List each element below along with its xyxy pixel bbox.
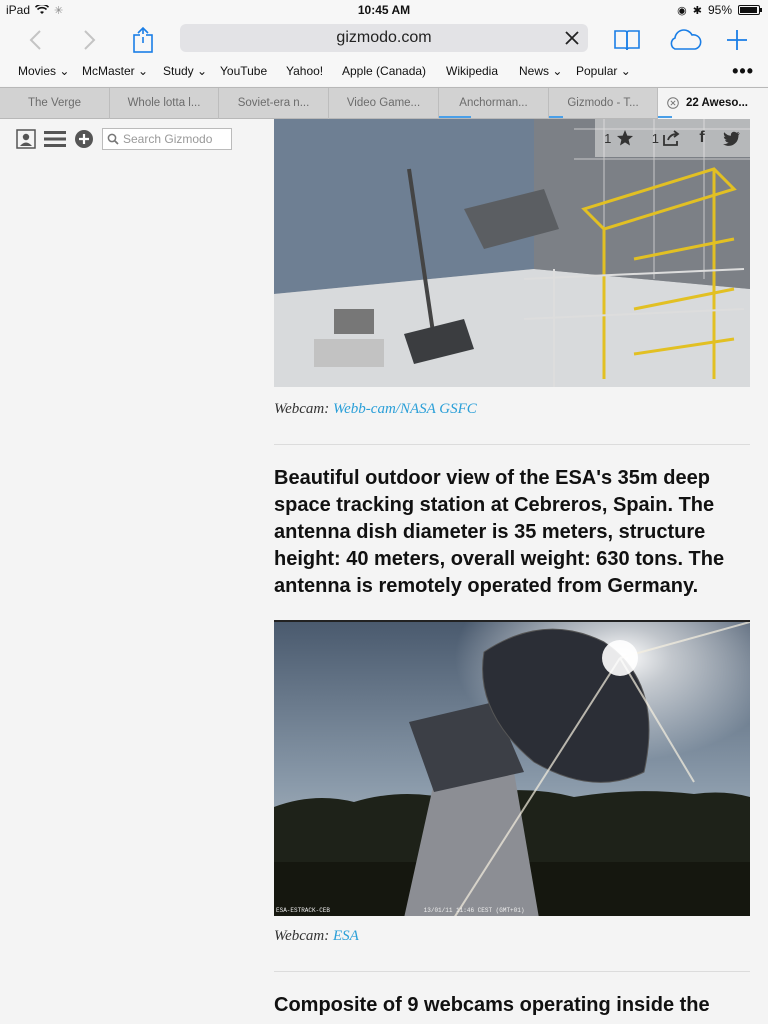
browser-toolbar xyxy=(0,20,768,60)
tab-anchorman[interactable] xyxy=(439,88,549,119)
activity-spinner-icon: ✳ xyxy=(54,4,64,17)
orientation-lock-icon: ◉ xyxy=(677,4,687,17)
chevron-down-icon: ⌄ xyxy=(197,64,208,78)
chevron-down-icon: ⌄ xyxy=(138,64,149,78)
menu-icon[interactable] xyxy=(44,130,66,148)
antenna-photo xyxy=(274,622,750,916)
tab-loading-indicator xyxy=(439,116,471,118)
favorite-study[interactable] xyxy=(163,64,207,78)
site-tools xyxy=(16,128,232,150)
article-content xyxy=(274,119,750,1019)
chevron-down-icon: ⌄ xyxy=(620,64,631,78)
tab-label: Whole lotta l... xyxy=(127,97,201,109)
tab-loading-indicator xyxy=(658,116,672,118)
cebreros-antenna-image xyxy=(274,620,750,916)
chevron-down-icon: ⌄ xyxy=(59,64,70,78)
share-overlay xyxy=(595,119,750,157)
section-divider xyxy=(274,444,750,445)
tab-loading-indicator xyxy=(549,116,563,118)
share-count: 1 xyxy=(651,130,659,146)
favorite-movies[interactable] xyxy=(18,64,69,78)
caption-source-link[interactable]: Webb-cam/NASA GSFC xyxy=(333,401,477,417)
tab-label: The Verge xyxy=(27,97,82,109)
favorite-label: Popular xyxy=(576,64,618,78)
tab-label: Anchorman... xyxy=(459,97,528,109)
webcam-station-label: ESA-ESTRACK-CEB xyxy=(276,907,331,914)
favorite-apple-canada[interactable]: Apple (Canada) xyxy=(342,64,427,78)
search-icon xyxy=(107,133,119,145)
add-circle-icon[interactable] xyxy=(74,129,94,149)
caption-prefix: Webcam: xyxy=(274,928,334,944)
address-bar[interactable] xyxy=(180,24,588,52)
clear-url-icon[interactable] xyxy=(562,28,582,48)
battery-fill xyxy=(740,7,757,13)
favorite-mcmaster[interactable] xyxy=(82,64,148,78)
close-tab-icon[interactable] xyxy=(667,97,679,109)
tab-label: Video Game... xyxy=(346,97,421,109)
favorite-popular[interactable] xyxy=(576,64,631,78)
favorite-label: News xyxy=(519,64,550,78)
favorite-label: McMaster xyxy=(82,64,135,78)
favorite-label: Study xyxy=(163,64,194,78)
facebook-icon[interactable]: f xyxy=(699,129,705,146)
device-label: iPad xyxy=(6,3,31,17)
favorite-wikipedia[interactable]: Wikipedia xyxy=(446,64,499,78)
tab-label: 22 Aweso... xyxy=(686,97,749,109)
chevron-right-icon xyxy=(83,29,97,51)
webcam-overlay-text xyxy=(276,907,524,914)
tab-22-awesome-active[interactable] xyxy=(658,88,768,119)
bluetooth-icon: ✱ xyxy=(692,4,702,17)
tab-whole-lotta[interactable] xyxy=(110,88,219,119)
star-icon[interactable] xyxy=(616,129,634,147)
favorites-bar xyxy=(0,60,768,86)
search-placeholder: Search Gizmodo xyxy=(123,132,213,146)
tab-label: Soviet-era n... xyxy=(237,97,310,109)
book-icon xyxy=(613,28,641,52)
plus-icon xyxy=(725,28,749,52)
share-button[interactable] xyxy=(128,26,158,54)
share-icon xyxy=(132,26,154,54)
new-tab-button[interactable] xyxy=(722,26,752,54)
section-divider xyxy=(274,971,750,972)
icloud-tabs-button[interactable] xyxy=(666,26,704,54)
bookmarks-button[interactable] xyxy=(612,26,642,54)
site-search-input[interactable] xyxy=(102,128,232,150)
chevron-left-icon xyxy=(28,29,42,51)
back-button[interactable] xyxy=(20,26,50,54)
tab-soviet-era[interactable] xyxy=(219,88,329,119)
tab-video-game[interactable] xyxy=(329,88,439,119)
chevron-down-icon: ⌄ xyxy=(552,64,563,78)
caption-prefix: Webcam: xyxy=(274,401,334,417)
item-headline: Composite of 9 webcams operating inside the xyxy=(274,994,710,1016)
tab-bar xyxy=(0,87,768,119)
battery-percent: 95% xyxy=(707,3,732,17)
url-text: gizmodo.com xyxy=(336,29,432,46)
favorite-yahoo[interactable]: Yahoo! xyxy=(286,64,324,78)
status-bar xyxy=(0,0,768,20)
tab-gizmodo[interactable] xyxy=(549,88,658,119)
battery-icon xyxy=(738,5,760,15)
caption-source-link[interactable]: ESA xyxy=(333,928,359,944)
forward-button[interactable] xyxy=(75,26,105,54)
cleanroom-photo xyxy=(274,119,750,387)
favorite-news[interactable] xyxy=(519,64,562,78)
cloud-icon xyxy=(667,29,703,51)
star-count: 1 xyxy=(604,130,612,146)
favorite-youtube[interactable]: YouTube xyxy=(220,64,268,78)
photo-caption xyxy=(274,401,750,418)
favorite-label: Movies xyxy=(18,64,57,78)
more-favorites-icon[interactable]: ••• xyxy=(732,61,754,81)
clock: 10:45 AM xyxy=(357,3,411,17)
user-profile-icon[interactable] xyxy=(16,129,36,149)
reshare-icon[interactable] xyxy=(663,130,681,146)
photo-caption xyxy=(274,928,750,945)
item-headline: Beautiful outdoor view of the ESA's 35m deep space tracking station at Cebreros, Spain. The antenna dish diameter is 35 meters, structure height: 40 meters, overall weight: 630 tons. The antenna is remotely operated from Germany. xyxy=(274,467,725,597)
webcam-timestamp: 13/01/11 11:46 CEST (GMT+01) xyxy=(423,907,525,914)
twitter-bird-icon[interactable] xyxy=(723,131,741,146)
webb-cam-cleanroom-image xyxy=(274,119,750,387)
tab-the-verge[interactable] xyxy=(0,88,110,119)
tab-label: Gizmodo - T... xyxy=(567,97,639,109)
